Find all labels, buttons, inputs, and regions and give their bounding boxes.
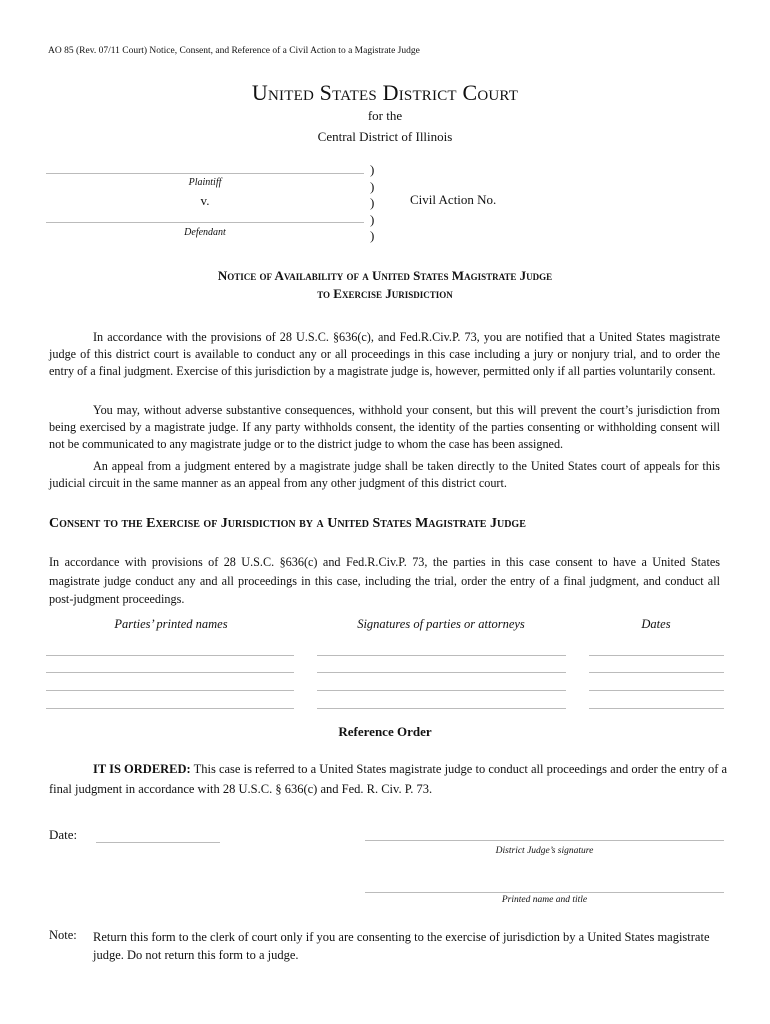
note-label: Note: — [49, 928, 77, 942]
civil-action-label: Civil Action No. — [410, 192, 497, 207]
notice-paragraph-3 — [49, 458, 720, 492]
printed-name-label: Printed name and title — [501, 895, 588, 905]
consent-paragraph: In accordance with provisions of 28 U.S.C. §636(c) and Fed.R.Civ.P. 73, the parties in this case consent to have a United States magistrate judge conduct any and all proceedings in this case, including the trial, order the entry of a final judgment, and conduct all post-judgment proceedings. — [49, 555, 720, 606]
order-text: This case is referred to a United States magistrate judge to conduct all proceedings and order the entry of a final judgment in accordance with 28 U.S.C. § 636(c) and Fed. R. Civ. P. 73. — [49, 762, 728, 796]
paren: ) — [370, 178, 375, 194]
notice-title-text1: Notice of Availability of a United States Magistrate Judge — [217, 268, 553, 283]
printed-name-line[interactable] — [365, 892, 724, 893]
notice-paragraph-1-text: In accordance with the provisions of 28 U.S.C. §636(c), and Fed.R.Civ.P. 73, you are notified that a United States magistrate judge of this district court is available to conduct any or all proceedings in this case including a jury or nonjury trial, and to order the entry of a final judgment. Exercise of this jurisdiction by a magistrate judge is, however, permitted only if all parties voluntarily consent. — [49, 330, 720, 379]
paren: ) — [370, 162, 375, 177]
date-line-1[interactable] — [589, 655, 724, 656]
versus-text: v. — [200, 193, 210, 208]
district-name: Central District of Illinois — [317, 129, 453, 144]
note-text: Return this form to the clerk of court only if you are consenting to the exercise of jurisdiction by a United States magistrate judge. Do not return this form to a judge. — [93, 930, 710, 962]
date-line-3[interactable] — [589, 690, 724, 691]
form-id: AO 85 (Rev. 07/11 Court) Notice, Consent, and Reference of a Civil Action to a Magistrate Judge — [48, 46, 420, 56]
name-line-1[interactable] — [46, 655, 294, 656]
notice-title-text2: to Exercise Jurisdiction — [317, 286, 453, 301]
plaintiff-line[interactable] — [46, 173, 364, 174]
name-line-3[interactable] — [46, 690, 294, 691]
judge-signature-line[interactable] — [365, 840, 724, 841]
paren: ) — [370, 195, 375, 210]
signature-line-3[interactable] — [317, 690, 566, 691]
for-the: for the — [367, 108, 403, 123]
order-date-line[interactable] — [96, 842, 220, 843]
consent-heading: Consent to the Exercise of Jurisdiction by a United States Magistrate Judge — [49, 516, 526, 531]
date-line-2[interactable] — [589, 672, 724, 673]
date-label: Date: — [49, 827, 78, 842]
defendant-line[interactable] — [46, 222, 364, 223]
col-header-signatures: Signatures of parties or attorneys — [357, 617, 525, 631]
judge-signature-label: District Judge’s signature — [495, 846, 594, 856]
court-title-text: United States District Court — [251, 80, 519, 105]
notice-title-line1 — [0, 267, 770, 285]
order-paragraph — [49, 759, 729, 799]
plaintiff-label: Plaintiff — [188, 177, 222, 188]
signature-line-2[interactable] — [317, 672, 566, 673]
court-title — [0, 80, 770, 106]
notice-paragraph-2 — [49, 402, 720, 454]
paren: ) — [370, 228, 375, 243]
notice-paragraph-2-text: You may, without adverse substantive consequences, withhold your consent, but this will prevent the court’s jurisdiction from being exercised by a magistrate judge. If any party withholds consent, the identity of the parties consenting or withholding consent will not be communicated to any magistrate judge or to the district judge to whom the case has been assigned. — [49, 403, 720, 452]
signature-line-1[interactable] — [317, 655, 566, 656]
caption-parens — [370, 162, 374, 245]
defendant-label: Defendant — [184, 227, 226, 238]
reference-order-heading: Reference Order — [338, 724, 432, 739]
paren: ) — [370, 211, 375, 227]
name-line-4[interactable] — [46, 708, 294, 709]
signature-line-4[interactable] — [317, 708, 566, 709]
col-header-dates: Dates — [641, 617, 671, 631]
col-header-names: Parties’ printed names — [114, 617, 228, 631]
notice-title-line2 — [0, 285, 770, 303]
notice-paragraph-3-text: An appeal from a judgment entered by a magistrate judge shall be taken directly to the United States court of appeals for this judicial circuit in the same manner as an appeal from any other judgment of this district court. — [49, 459, 720, 491]
notice-paragraph-1 — [49, 329, 720, 381]
date-line-4[interactable] — [589, 708, 724, 709]
order-lead: IT IS ORDERED: — [93, 762, 191, 776]
name-line-2[interactable] — [46, 672, 294, 673]
